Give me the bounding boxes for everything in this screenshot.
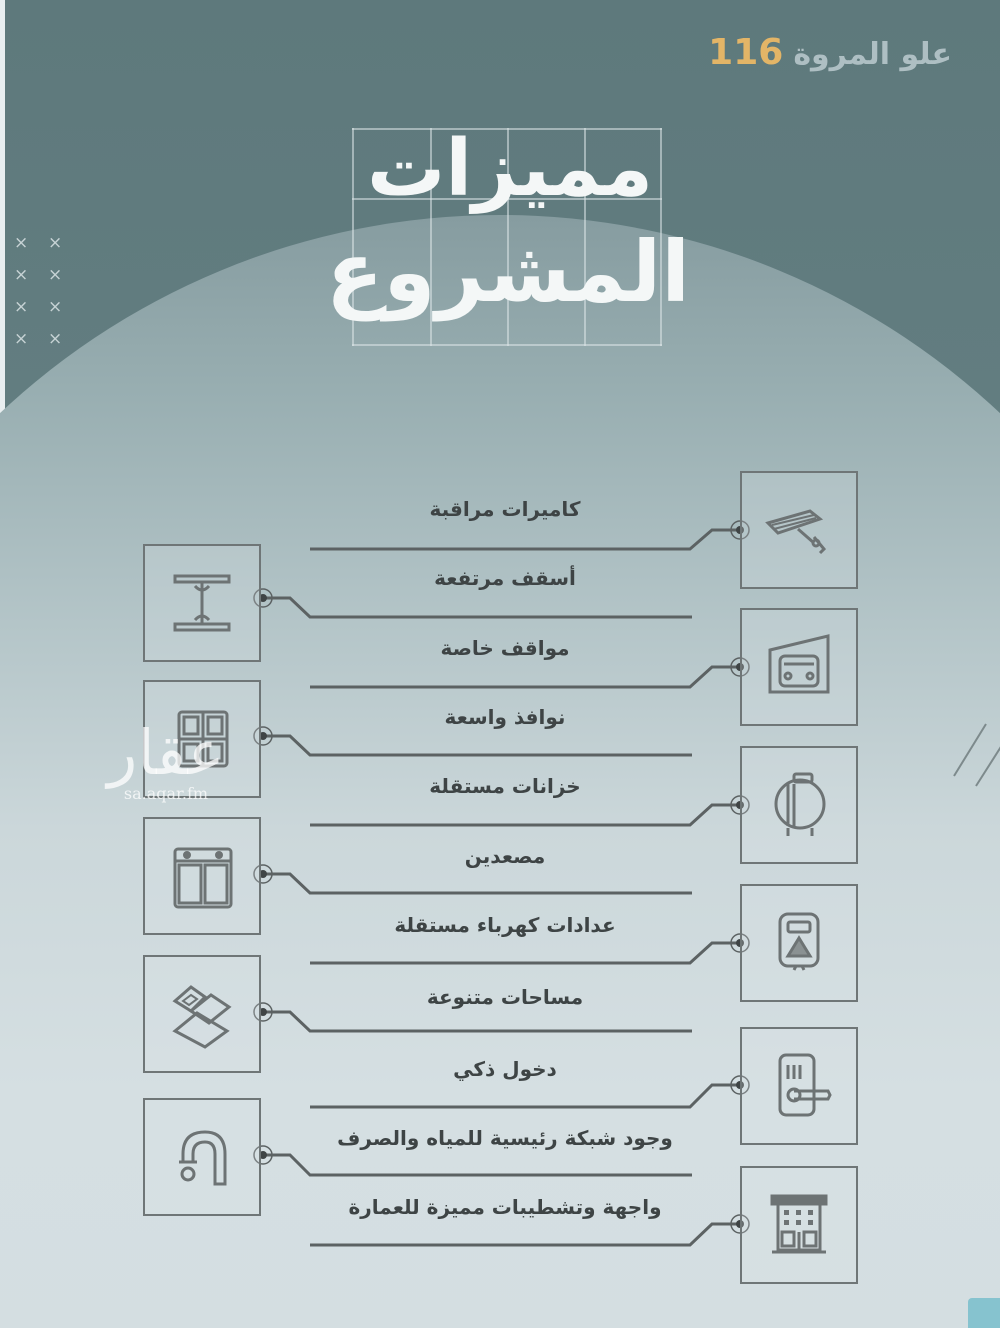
icon-box-elevator [143, 817, 261, 935]
feature-label-independent-tanks: خزانات مستقلة [429, 774, 581, 798]
icon-box-water-network [143, 1098, 261, 1216]
x-mark-icon: × [48, 329, 63, 349]
feature-label-private-parking: مواقف خاصة [440, 636, 570, 660]
garage-car-icon [758, 626, 840, 708]
x-mark-icon: × [48, 233, 63, 253]
floor-plan-icon [161, 973, 243, 1055]
title-line-1: مميزات [366, 124, 654, 214]
smart-lock-icon [758, 1045, 840, 1127]
feature-label-cctv: كاميرات مراقبة [429, 497, 581, 521]
icon-box-smart-lock [740, 1027, 858, 1145]
icon-box-parking [740, 608, 858, 726]
icon-box-facade [740, 1166, 858, 1284]
x-mark-icon: × [14, 329, 29, 349]
feature-label-electric-meters: عدادات كهرباء مستقلة [394, 913, 616, 937]
x-mark-icon: × [48, 265, 63, 285]
feature-label-high-ceilings: أسقف مرتفعة [434, 566, 576, 590]
cctv-camera-icon [758, 489, 840, 571]
feature-label-water-network: وجود شبكة رئيسية للمياه والصرف [337, 1126, 673, 1150]
watermark-url: sa.aqar.fm [123, 784, 209, 803]
watermark-logo: عقار [107, 716, 225, 789]
title-line-2: المشروع [326, 223, 690, 321]
feature-label-two-elevators: مصعدين [464, 844, 546, 868]
icon-box-meter [740, 884, 858, 1002]
icon-box-areas [143, 955, 261, 1073]
feature-label-varied-areas: مساحات متنوعة [426, 985, 584, 1009]
water-pipe-icon [161, 1116, 243, 1198]
feature-label-facade-finishes: واجهة وتشطيبات مميزة للعمارة [348, 1195, 662, 1219]
brand-number: 116 [708, 32, 784, 73]
feature-label-smart-entry: دخول ذكي [453, 1057, 557, 1081]
icon-box-ceiling [143, 544, 261, 662]
feature-label-wide-windows: نوافذ واسعة [444, 705, 566, 729]
icon-box-tank [740, 746, 858, 864]
i-beam-ceiling-icon [161, 562, 243, 644]
building-facade-icon [758, 1184, 840, 1266]
icon-box-cctv [740, 471, 858, 589]
water-tank-icon [758, 764, 840, 846]
x-mark-icon: × [48, 297, 63, 317]
corner-tab-decoration [968, 1298, 1000, 1328]
x-mark-icon: × [14, 265, 29, 285]
x-mark-icon: × [14, 233, 29, 253]
watermark [86, 718, 246, 803]
electric-meter-icon [758, 902, 840, 984]
elevator-icon [161, 835, 243, 917]
brand-name: علو المروة [793, 37, 952, 72]
x-mark-icon: × [14, 297, 29, 317]
